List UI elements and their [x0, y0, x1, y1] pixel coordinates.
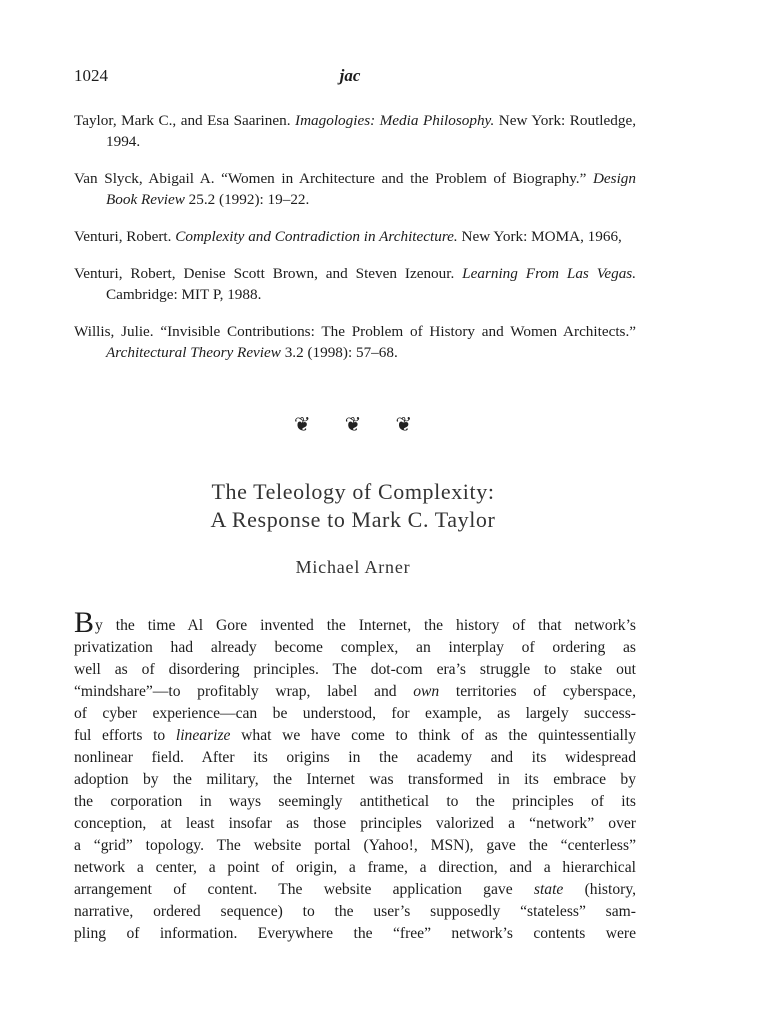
reference-title: Architectural Theory Review	[106, 344, 281, 361]
body-line	[74, 725, 636, 747]
reference-title: Complexity and Contradiction in Architecture.	[175, 228, 458, 245]
body-line	[74, 857, 636, 879]
page-number: 1024	[74, 66, 108, 85]
reference-entry: Taylor, Mark C., and Esa Saarinen. Imagologies: Media Philosophy. New York: Routledge, 1994.	[74, 112, 636, 150]
reference-title: Design Book Review	[106, 170, 636, 208]
body-text-segment: ful efforts to	[74, 727, 176, 744]
body-text-segment: “mindshare”—to profitably wrap, label and	[74, 683, 414, 700]
body-text-segment: narrative, ordered sequence) to the user’s supposedly “stateless” sam-	[74, 903, 636, 920]
fleuron-icon: ❦	[395, 412, 413, 436]
body-text-segment: of cyber experience—can be understood, for example, as largely success-	[74, 705, 636, 722]
body-text-segment: a “grid” topology. The website portal (Yahoo!, MSN), gave the “centerless”	[74, 837, 636, 854]
article-title: The Teleology of Complexity: A Response to Mark C. Taylor	[210, 479, 496, 532]
fleuron-icon: ❦	[344, 412, 362, 436]
fleuron-icon: ❦	[293, 412, 311, 436]
reference-title: Learning From Las Vegas.	[462, 265, 636, 282]
body-line	[74, 637, 636, 659]
body-line	[74, 813, 636, 835]
reference-title: Imagologies: Media Philosophy.	[295, 112, 495, 129]
body-line	[74, 791, 636, 813]
author-name: Michael Arner	[295, 557, 411, 577]
emphasis-text: own	[413, 683, 440, 700]
reference-entry: Van Slyck, Abigail A. “Women in Architecture and the Problem of Biography.” Design Book Review 25.2 (1992): 19–22.	[74, 170, 636, 208]
body-text-segment: pling of information. Everywhere the “free” network’s contents were	[74, 925, 636, 942]
body-line	[74, 606, 636, 639]
emphasis-text: linearize	[175, 727, 231, 744]
body-line	[74, 769, 636, 791]
body-line	[74, 703, 636, 725]
body-line	[74, 659, 636, 681]
drop-cap: B	[74, 606, 95, 639]
body-text-segment: (history,	[563, 881, 637, 898]
emphasis-text: state	[533, 881, 564, 898]
body-text-segment: privatization had already become complex, an interplay of ordering as	[74, 639, 636, 656]
references-list	[74, 110, 636, 379]
body-text-segment: arrangement of content. The website application gave	[74, 881, 534, 898]
reference-entry: Venturi, Robert, Denise Scott Brown, and Steven Izenour. Learning From Las Vegas. Cambridge: MIT P, 1988.	[74, 265, 636, 303]
body-text-segment: the corporation in ways seemingly antithetical to the principles of its	[74, 793, 636, 810]
body-text-segment: territories of cyberspace,	[439, 683, 636, 700]
section-divider	[0, 412, 706, 436]
reference-entry: Venturi, Robert. Complexity and Contradiction in Architecture. New York: MOMA, 1966,	[74, 228, 622, 245]
body-text-segment: adoption by the military, the Internet was transformed in its embrace by	[74, 771, 636, 788]
body-line	[74, 879, 636, 901]
body-line	[74, 835, 636, 857]
reference-entry: Willis, Julie. “Invisible Contributions: The Problem of History and Women Architects.” Architectural Theory Review 3.2 (1998): 57–68.	[74, 323, 636, 361]
body-text-segment: y the time Al Gore invented the Internet, the history of that network’s	[95, 617, 636, 634]
body-paragraph	[74, 606, 637, 945]
body-text-segment: what we have come to think of as the quintessentially	[230, 727, 636, 744]
body-line	[74, 923, 636, 945]
body-text-segment: conception, at least insofar as those principles valorized a “network” over	[74, 815, 636, 832]
body-text-segment: nonlinear field. After its origins in the academy and its widespread	[74, 749, 636, 766]
body-text-segment: well as of disordering principles. The dot-com era’s struggle to stake out	[74, 661, 636, 678]
journal-title: jac	[339, 66, 361, 85]
body-line	[74, 901, 636, 923]
body-text-segment: network a center, a point of origin, a frame, a direction, and a hierarchical	[74, 859, 636, 876]
body-line	[74, 681, 636, 703]
body-line	[74, 747, 636, 769]
